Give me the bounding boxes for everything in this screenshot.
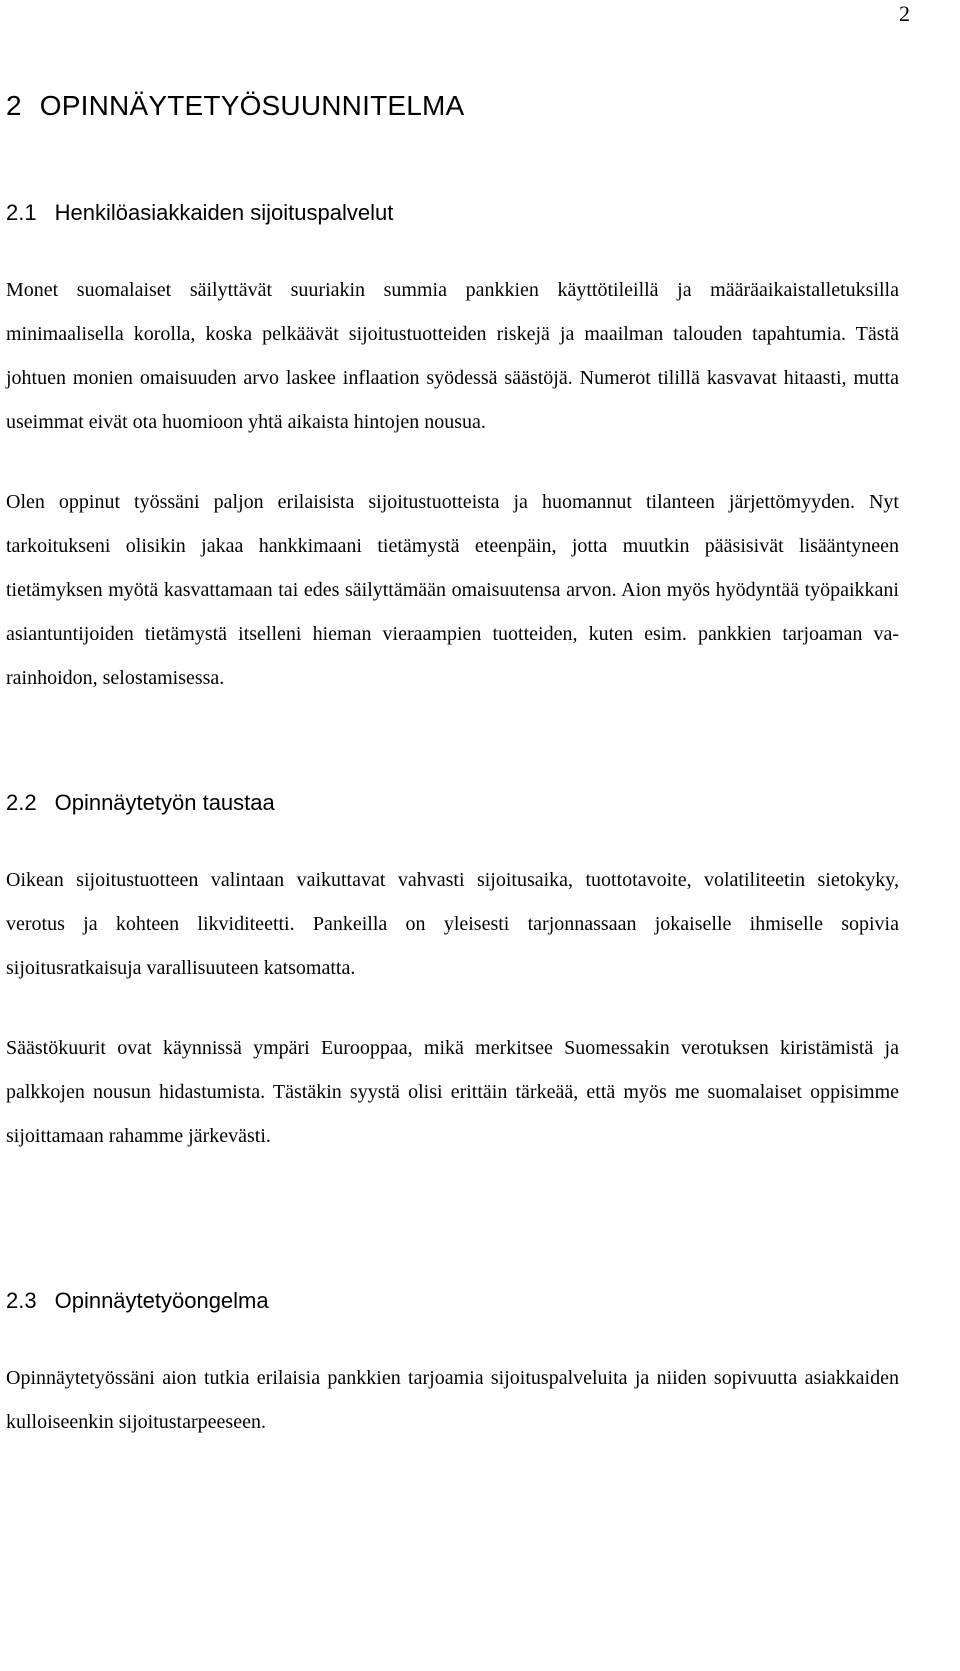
section-heading-2-3 xyxy=(6,1286,899,1316)
paragraph: Oikean sijoitustuotteen valintaan vaikuttavat vahvasti sijoitusaika, tuottotavoite, volatiliteetin sietokyky, verotus ja kohteen likviditeetti. Pankeilla on yleisesti tarjonnassaan jokaiselle ihmiselle sopivia sijoitusratkaisuja varallisuuteen katsomatta. xyxy=(6,869,899,979)
section-title: Opinnäytetyöongelma xyxy=(54,1288,269,1313)
chapter-heading xyxy=(6,86,899,126)
section-title: Henkilöasiakkaiden sijoituspalvelut xyxy=(54,200,394,225)
section-number: 2.3 xyxy=(6,1288,37,1313)
chapter-title: OPINNÄYTETYÖSUUNNITELMA xyxy=(39,90,465,121)
paragraph: Säästökuurit ovat käynnissä ympäri Eurooppaa, mikä merkitsee Suomessakin verotuksen kiristämistä ja palkkojen nousun hidastumista. Tästäkin syystä olisi erittäin tärkeää, että myös me suomalaiset oppisimme sijoittamaan rahamme järkevästi. xyxy=(6,1037,899,1147)
document-content xyxy=(6,86,899,1444)
paragraph: Opinnäytetyössäni aion tutkia erilaisia pankkien tarjoamia sijoituspalveluita ja niiden sopivuutta asiakkaiden kulloiseenkin sijoitustarpeeseen. xyxy=(6,1367,899,1433)
section-title: Opinnäytetyön taustaa xyxy=(54,790,275,815)
page-number: 2 xyxy=(899,1,910,26)
chapter-number: 2 xyxy=(6,90,22,121)
section-heading-2-2 xyxy=(6,788,899,818)
paragraph: Monet suomalaiset säilyttävät suuriakin summia pankkien käyttötileillä ja määräaikaistalletuksilla minimaalisella korolla, koska pelkäävät sijoitustuotteiden riskejä ja maailman talouden tapahtumia. Tästä johtuen monien omaisuuden arvo laskee inflaation syödessä säästöjä. Numerot tilillä kasvavat hitaasti, mutta useimmat eivät ota huomioon yhtä aikaista hintojen nousua. xyxy=(6,279,899,433)
section-number: 2.1 xyxy=(6,200,37,225)
paragraph: Olen oppinut työssäni paljon erilaisista sijoitustuotteista ja huomannut tilanteen järjettömyyden. Nyt tarkoitukseni olisikin jakaa hankkimaani tietämystä eteenpäin, jotta muutkin pääsisivät lisääntyneen tietämyksen myötä kasvattamaan tai edes säilyttämään omaisuutensa arvon. Aion myös hyödyntää työpaikkani asiantuntijoiden tietämystä itselleni hieman vieraampien tuotteiden, kuten esim. pankkien tarjoaman varainhoidon, selostamisessa. xyxy=(6,491,899,689)
section-heading-2-1 xyxy=(6,198,899,228)
section-number: 2.2 xyxy=(6,790,37,815)
